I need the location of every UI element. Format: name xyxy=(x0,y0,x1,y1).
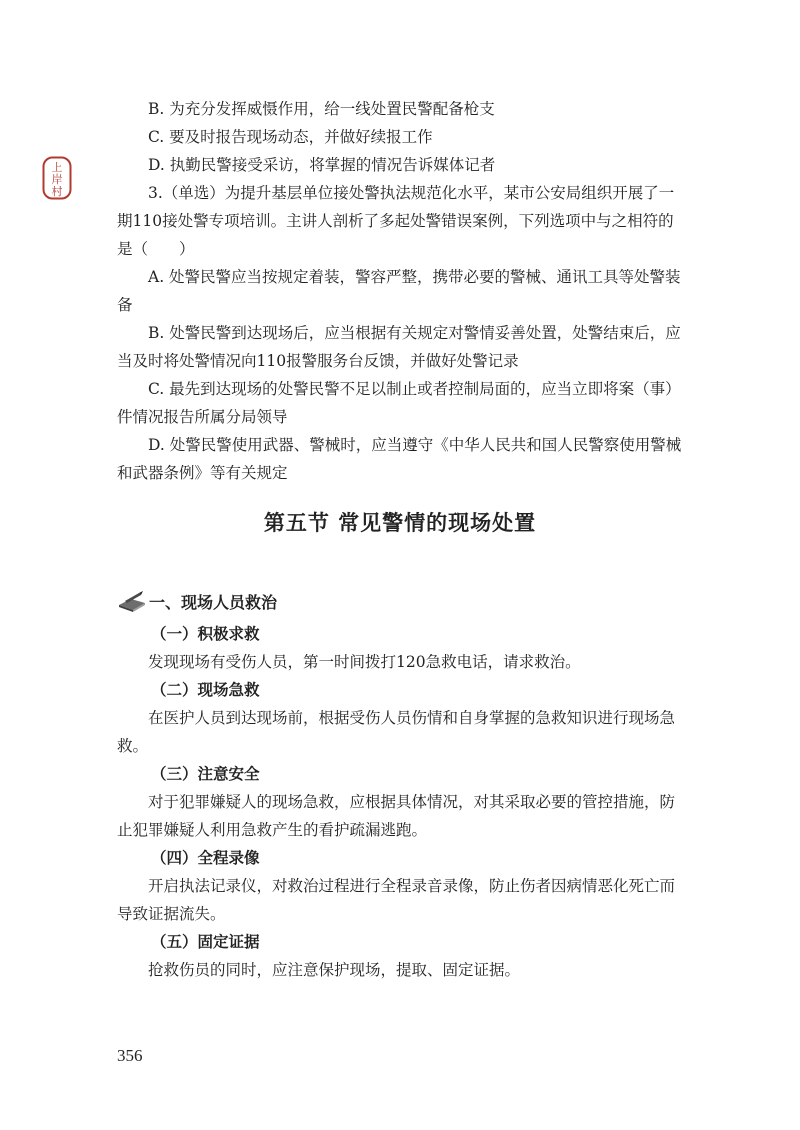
option-c-prev: C. 要及时报告现场动态，并做好续报工作 xyxy=(148,128,433,146)
question-3-option-b: B. 处警民警到达现场后，应当根据有关规定对警情妥善处置，处警结束后，应当及时将处警情况向110报警服务台反馈，并做好处警记录 xyxy=(117,324,681,370)
subsection-text-1: 发现现场有受伤人员，第一时间拨打120急救电话，请求救治。 xyxy=(148,653,581,671)
subsection-text-3: 对于犯罪嫌疑人的现场急救，应根据具体情况，对其采取必要的管控措施，防止犯罪嫌疑人利用急救产生的看护疏漏逃跑。 xyxy=(117,793,676,839)
subsection-title-1: （一）积极求救 xyxy=(151,625,260,643)
section-title: 第五节 常见警情的现场处置 xyxy=(263,511,537,535)
svg-text:村: 村 xyxy=(51,185,63,198)
seal-stamp-icon xyxy=(42,156,72,200)
question-block xyxy=(117,95,687,487)
svg-text:上: 上 xyxy=(51,161,63,174)
subsection-text-5: 抢救伤员的同时，应注意保护现场，提取、固定证据。 xyxy=(148,961,521,979)
subsection-title-4: （四）全程录像 xyxy=(151,849,260,867)
svg-text:岸: 岸 xyxy=(51,173,63,186)
question-3-option-d: D. 处警民警使用武器、警械时，应当遵守《中华人民共和国人民警察使用警械和武器条例》等有关规定 xyxy=(117,436,682,482)
option-d-prev: D. 执勤民警接受采访，将掌握的情况告诉媒体记者 xyxy=(148,156,496,174)
subsections xyxy=(117,620,687,984)
heading-1 xyxy=(117,590,277,613)
pen-book-icon xyxy=(117,591,147,613)
subsection-title-3: （三）注意安全 xyxy=(151,765,260,783)
question-3-stem: 3.（单选）为提升基层单位接处警执法规范化水平，某市公安局组织开展了一期110接处警专项培训。主讲人剖析了多起处警错误案例，下列选项中与之相符的是（ ） xyxy=(117,184,675,258)
heading-1-text: 一、现场人员救治 xyxy=(149,593,278,612)
option-b-prev: B. 为充分发挥威慑作用，给一线处置民警配备枪支 xyxy=(148,100,495,118)
page-number: 356 xyxy=(117,1046,143,1065)
question-3-option-c: C. 最先到达现场的处警民警不足以制止或者控制局面的，应当立即将案（事）件情况报告所属分局领导 xyxy=(117,380,681,426)
subsection-text-4: 开启执法记录仪，对救治过程进行全程录音录像，防止伤者因病情恶化死亡而导致证据流失。 xyxy=(117,877,676,923)
question-3-option-a: A. 处警民警应当按规定着装，警容严整，携带必要的警械、通讯工具等处警装备 xyxy=(117,268,681,314)
subsection-title-5: （五）固定证据 xyxy=(151,933,260,951)
subsection-text-2: 在医护人员到达现场前，根据受伤人员伤情和自身掌握的急救知识进行现场急救。 xyxy=(117,709,676,755)
subsection-title-2: （二）现场急救 xyxy=(151,681,260,699)
